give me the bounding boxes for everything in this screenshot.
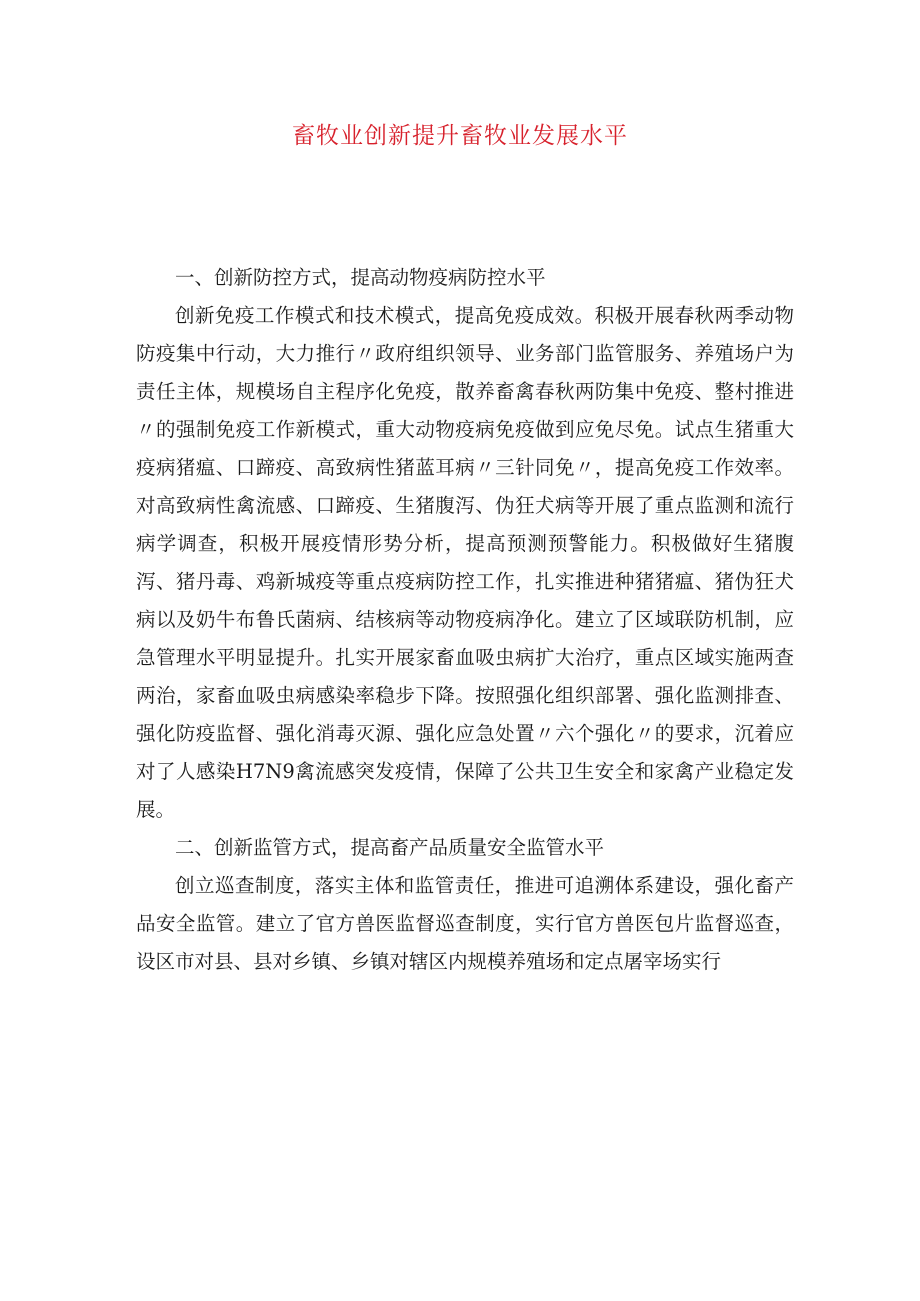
- section-heading-1: 一、创新防控方式，提高动物疫病防控水平: [175, 266, 546, 289]
- section-paragraph-2: 创立巡查制度，落实主体和监管责任，推进可追溯体系建设，强化畜产品安全监管。建立了官方兽医监督巡查制度，实行官方兽医包片监督巡查，设区市对县、县对乡镇、乡镇对辖区内规模养殖场和定点屠宰场实行: [136, 874, 794, 973]
- document-title: 畜牧业创新提升畜牧业发展水平: [292, 123, 628, 149]
- document-body: [136, 259, 794, 981]
- section-paragraph-1: 创新免疫工作模式和技术模式，提高免疫成效。积极开展春秋两季动物防疫集中行动，大力推行〃政府组织领导、业务部门监管服务、养殖场户为责任主体，规模场自主程序化免疫，散养畜禽春秋两防集中免疫、整村推进〃的强制免疫工作新模式，重大动物疫病免疫做到应免尽免。试点生猪重大疫病猪瘟、口蹄疫、高致病性猪蓝耳病〃三针同免〃，提高免疫工作效率。对高致病性禽流感、口蹄疫、生猪腹泻、伪狂犬病等开展了重点监测和流行病学调查，积极开展疫情形势分析，提高预测预警能力。积极做好生猪腹泻、猪丹毒、鸡新城疫等重点疫病防控工作，扎实推进种猪猪瘟、猪伪狂犬病以及奶牛布鲁氏菌病、结核病等动物疫病净化。建立了区域联防机制，应急管理水平明显提升。扎实开展家畜血吸虫病扩大治疗，重点区域实施两查两治，家畜血吸虫病感染率稳步下降。按照强化组织部署、强化监测排查、强化防疫监督、强化消毒灭源、强化应急处置〃六个强化〃的要求，沉着应对了人感染H7N9禽流感突发疫情，保障了公共卫生安全和家禽产业稳定发展。: [136, 304, 794, 821]
- section-heading-2: 二、创新监管方式，提高畜产品质量安全监管水平: [175, 836, 605, 859]
